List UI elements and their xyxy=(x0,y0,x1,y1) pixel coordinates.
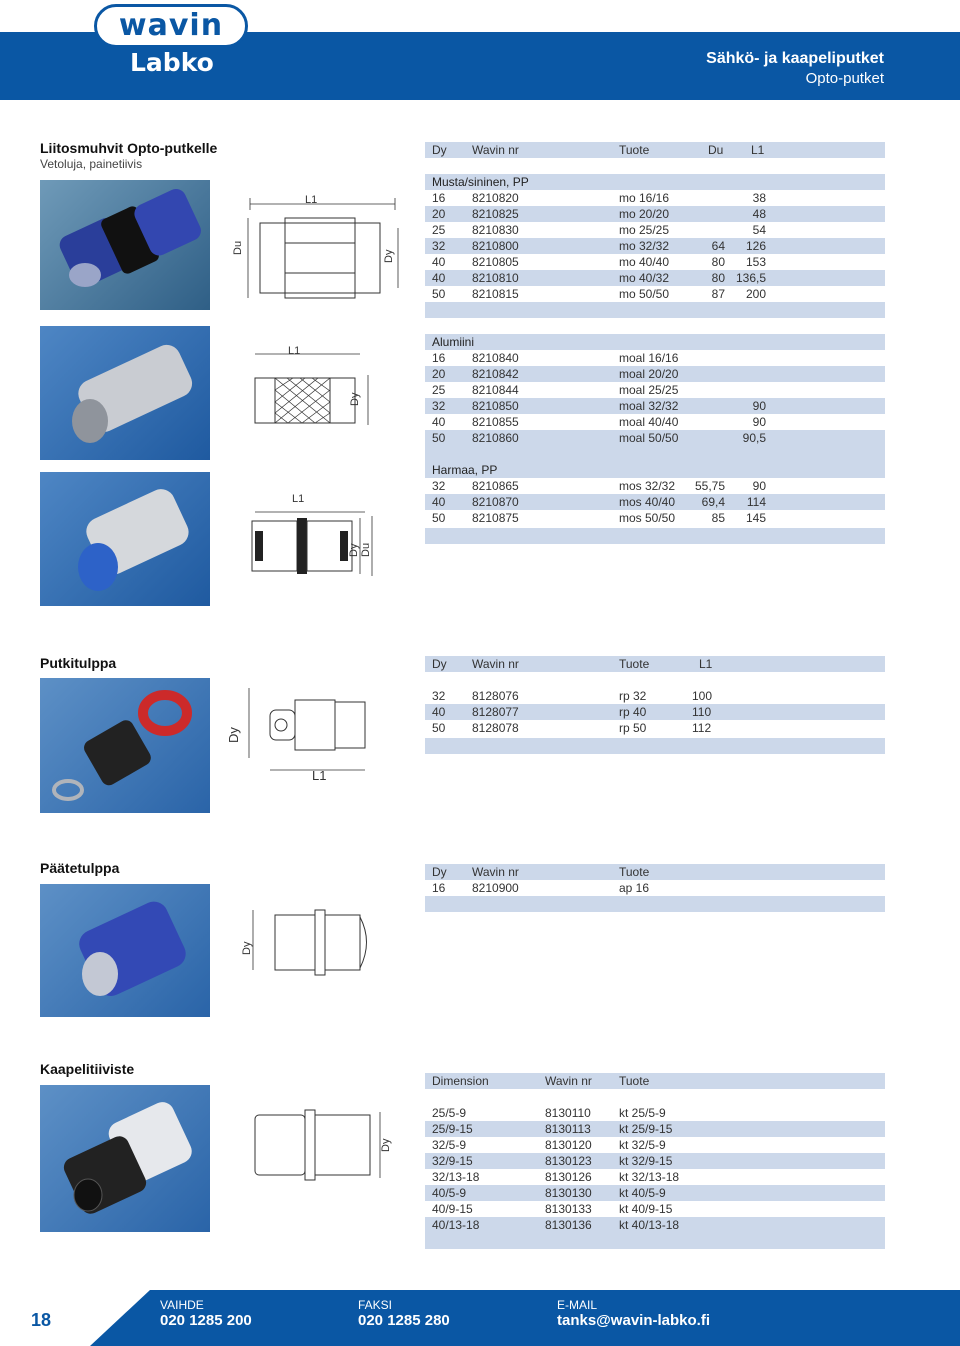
table-row xyxy=(425,430,885,446)
page-title: Sähkö- ja kaapeliputket xyxy=(706,50,884,67)
col-wavin-nr: Wavin nr xyxy=(545,1074,592,1088)
table-cell: 87 xyxy=(711,287,725,301)
table-cell: 32/5-9 xyxy=(432,1138,467,1152)
table-footer-bar xyxy=(425,896,885,912)
table-cell: 110 xyxy=(692,705,712,719)
drawing-coupling-1 xyxy=(230,188,410,308)
drawing-paatetulppa xyxy=(235,905,385,985)
col-wavin-nr: Wavin nr xyxy=(472,865,519,879)
table-footer-bar xyxy=(425,302,885,318)
table-row xyxy=(425,1217,885,1233)
table-cell: 8210825 xyxy=(472,207,519,221)
footer-email-link[interactable]: tanks@wavin-labko.fi xyxy=(557,1312,710,1329)
table-cell: moal 20/20 xyxy=(619,367,679,381)
table-cell: 32/9-15 xyxy=(432,1154,473,1168)
table-row xyxy=(425,1137,885,1153)
table-cell: 40 xyxy=(432,271,446,285)
dim-label-dy-kaapelitiiviste: Dy xyxy=(380,1138,392,1152)
footer-band xyxy=(0,1290,960,1346)
dim-label-du: Du xyxy=(232,240,244,255)
table-cell: 25 xyxy=(432,223,446,237)
table-cell: 8130113 xyxy=(545,1122,591,1136)
product-photo-coupling-grey xyxy=(40,472,210,606)
table-header-liitosmuhvit xyxy=(425,142,885,158)
table-cell: 32 xyxy=(432,239,446,253)
table-cell: 69,4 xyxy=(701,495,725,509)
drawing-coupling-grey xyxy=(240,486,390,576)
table-cell: 40/5-9 xyxy=(432,1186,467,1200)
table-cell: 85 xyxy=(711,511,725,525)
table-cell: 100 xyxy=(692,689,713,703)
coupling-blue-illustration xyxy=(40,180,210,310)
dim-label-du-3: Du xyxy=(360,542,372,557)
table-cell: mo 32/32 xyxy=(619,239,670,253)
table-cell: mos 32/32 xyxy=(619,479,676,493)
group-name: Alumiini xyxy=(432,335,475,349)
table-row xyxy=(425,366,885,382)
table-cell: kt 40/13-18 xyxy=(619,1218,680,1232)
table-cell: 8210815 xyxy=(472,287,519,301)
table-cell: rp 32 xyxy=(619,689,647,703)
table-cell: 20 xyxy=(432,367,446,381)
table-cell: 40 xyxy=(432,495,446,509)
table-header-putkitulppa xyxy=(425,656,885,672)
table-cell: mo 40/32 xyxy=(619,271,670,285)
table-cell: 32 xyxy=(432,479,446,493)
table-cell: 8210900 xyxy=(472,881,519,895)
table-cell: 8130120 xyxy=(545,1138,592,1152)
table-footer-bar xyxy=(425,1233,885,1249)
table-cell: moal 40/40 xyxy=(619,415,679,429)
drawing-coupling-aluminium xyxy=(240,340,380,430)
table-row xyxy=(425,270,885,286)
table-cell: 16 xyxy=(432,191,446,205)
dim-label-l1-2: L1 xyxy=(288,345,301,357)
table-cell: 8210860 xyxy=(472,431,519,445)
col-dy: Dy xyxy=(432,657,447,671)
table-cell: 8210810 xyxy=(472,271,519,285)
table-row xyxy=(425,190,885,206)
table-cell: 80 xyxy=(711,271,725,285)
table-row xyxy=(425,414,885,430)
table-cell: 16 xyxy=(432,351,446,365)
product-photo-paatetulppa xyxy=(40,884,210,1017)
table-cell: mos 40/40 xyxy=(619,495,676,509)
logo-labko-text: Labko xyxy=(130,48,214,77)
group-name: Musta/sininen, PP xyxy=(432,175,529,189)
section-title-putkitulppa: Putkitulppa xyxy=(40,655,117,671)
table-row xyxy=(425,206,885,222)
table-cell: 90 xyxy=(752,399,766,413)
col-dy: Dy xyxy=(432,143,447,157)
col-tuote: Tuote xyxy=(619,1074,650,1088)
section-title-kaapelitiiviste: Kaapelitiiviste xyxy=(40,1061,135,1077)
table-row xyxy=(425,286,885,302)
table-row xyxy=(425,880,885,896)
dim-label-l1-putkitulppa: L1 xyxy=(312,768,327,783)
table-footer-bar xyxy=(425,528,885,544)
table-cell: 126 xyxy=(745,239,766,253)
col-wavin-nr: Wavin nr xyxy=(472,143,519,157)
table-cell: 20 xyxy=(432,207,446,221)
coupling-grey-illustration xyxy=(40,472,210,606)
paatetulppa-illustration xyxy=(40,884,210,1017)
table-cell: 32/13-18 xyxy=(432,1170,480,1184)
col-l1: L1 xyxy=(699,657,713,671)
col-dimension: Dimension xyxy=(432,1074,489,1088)
footer-faksi-value: 020 1285 280 xyxy=(358,1312,450,1329)
table-cell: moal 16/16 xyxy=(619,351,679,365)
table-cell: 25/9-15 xyxy=(432,1122,473,1136)
dim-label-l1: L1 xyxy=(305,194,318,206)
table-cell: 54 xyxy=(752,223,766,237)
table-cell: 64 xyxy=(711,239,725,253)
group-name: Harmaa, PP xyxy=(432,463,498,477)
footer-vaihde-label: VAIHDE xyxy=(160,1298,204,1312)
table-row xyxy=(425,1185,885,1201)
table-cell: mo 40/40 xyxy=(619,255,670,269)
table-cell: 8210875 xyxy=(472,511,519,525)
page-number: 18 xyxy=(31,1310,52,1330)
coupling-aluminium-illustration xyxy=(40,326,210,460)
footer-vaihde-value: 020 1285 200 xyxy=(160,1312,252,1329)
table-row xyxy=(425,688,885,704)
table-cell: mo 50/50 xyxy=(619,287,670,301)
table-cell: mo 16/16 xyxy=(619,191,670,205)
table-cell: 40 xyxy=(432,415,446,429)
table-group-heading xyxy=(425,334,885,350)
table-cell: 8210800 xyxy=(472,239,519,253)
table-row xyxy=(425,720,885,736)
section-subtitle-liitosmuhvit: Vetoluja, painetiivis xyxy=(40,157,143,171)
table-cell: 50 xyxy=(432,431,446,445)
table-row xyxy=(425,510,885,526)
table-cell: 40 xyxy=(432,255,446,269)
table-cell: kt 40/5-9 xyxy=(619,1186,666,1200)
section-title-liitosmuhvit: Liitosmuhvit Opto-putkelle xyxy=(40,140,218,156)
logo-brand-text: wavin xyxy=(118,8,224,43)
table-cell: 200 xyxy=(745,287,766,301)
table-cell: 8210820 xyxy=(472,191,519,205)
table-row xyxy=(425,1169,885,1185)
col-dy: Dy xyxy=(432,865,447,879)
table-cell: 8130133 xyxy=(545,1202,592,1216)
table-cell: 40/13-18 xyxy=(432,1218,480,1232)
table-cell: kt 32/5-9 xyxy=(619,1138,666,1152)
table-cell: 8210830 xyxy=(472,223,519,237)
table-cell: 50 xyxy=(432,511,446,525)
table-cell: 32 xyxy=(432,399,446,413)
table-cell: 8210850 xyxy=(472,399,519,413)
kaapelitiiviste-illustration xyxy=(40,1085,210,1232)
table-cell: 55,75 xyxy=(694,479,725,493)
footer-faksi-label: FAKSI xyxy=(358,1298,393,1312)
table-row xyxy=(425,478,885,494)
dim-label-dy-putkitulppa: Dy xyxy=(226,727,241,743)
dim-label-dy-paatetulppa: Dy xyxy=(241,941,253,955)
table-cell: 80 xyxy=(711,255,725,269)
table-cell: 90 xyxy=(752,479,766,493)
col-du: Du xyxy=(708,143,724,157)
table-cell: 16 xyxy=(432,881,446,895)
table-row xyxy=(425,350,885,366)
col-tuote: Tuote xyxy=(619,865,650,879)
table-cell: 8128078 xyxy=(472,721,519,735)
table-cell: 25/5-9 xyxy=(432,1106,467,1120)
table-cell: 8210865 xyxy=(472,479,519,493)
dim-label-dy-2: Dy xyxy=(349,392,361,406)
table-row xyxy=(425,382,885,398)
table-row xyxy=(425,1121,885,1137)
table-cell: 112 xyxy=(692,721,712,735)
wavin-logo xyxy=(94,4,248,48)
table-cell: kt 25/5-9 xyxy=(619,1106,666,1120)
table-cell: 136,5 xyxy=(735,271,766,285)
page-subtitle: Opto-putket xyxy=(805,70,884,87)
table-cell: mo 25/25 xyxy=(619,223,670,237)
table-cell: moal 25/25 xyxy=(619,383,679,397)
table-cell: 8130110 xyxy=(545,1106,591,1120)
product-photo-coupling-aluminium xyxy=(40,326,210,460)
table-cell: 8210870 xyxy=(472,495,519,509)
dim-label-dy: Dy xyxy=(383,249,395,263)
table-cell: ap 16 xyxy=(619,881,650,895)
table-group-heading xyxy=(425,462,885,478)
table-header-kaapelitiiviste xyxy=(425,1073,885,1089)
table-cell: 8128077 xyxy=(472,705,519,719)
table-row xyxy=(425,1153,885,1169)
col-tuote: Tuote xyxy=(619,657,650,671)
footer-email-label: E-MAIL xyxy=(557,1298,598,1312)
table-cell: mo 20/20 xyxy=(619,207,670,221)
table-cell: 40/9-15 xyxy=(432,1202,473,1216)
table-cell: 8128076 xyxy=(472,689,519,703)
product-photo-putkitulppa xyxy=(40,678,210,813)
table-group-heading xyxy=(425,174,885,190)
table-cell: moal 32/32 xyxy=(619,399,679,413)
col-tuote: Tuote xyxy=(619,143,650,157)
table-row xyxy=(425,222,885,238)
table-cell: 153 xyxy=(745,255,766,269)
table-row xyxy=(425,1201,885,1217)
table-cell: kt 32/13-18 xyxy=(619,1170,680,1184)
table-cell: mos 50/50 xyxy=(619,511,676,525)
table-footer-bar xyxy=(425,738,885,754)
table-cell: 50 xyxy=(432,721,446,735)
drawing-putkitulppa xyxy=(235,680,405,780)
table-cell: 90,5 xyxy=(742,431,766,445)
table-row xyxy=(425,1105,885,1121)
drawing-kaapelitiiviste xyxy=(240,1100,400,1190)
table-cell: 38 xyxy=(752,191,766,205)
table-row xyxy=(425,494,885,510)
table-cell: kt 40/9-15 xyxy=(619,1202,673,1216)
table-cell: 25 xyxy=(432,383,446,397)
table-cell: 145 xyxy=(745,511,766,525)
table-header-paatetulppa xyxy=(425,864,885,880)
table-row xyxy=(425,704,885,720)
table-cell: 8210840 xyxy=(472,351,519,365)
table-cell: 48 xyxy=(752,207,766,221)
putkitulppa-illustration xyxy=(40,678,210,813)
dim-label-l1-3: L1 xyxy=(292,493,305,505)
table-cell: 90 xyxy=(752,415,766,429)
table-cell: 8130136 xyxy=(545,1218,592,1232)
product-photo-coupling-blue xyxy=(40,180,210,310)
table-row xyxy=(425,254,885,270)
table-cell: 8210855 xyxy=(472,415,519,429)
table-cell: 8130123 xyxy=(545,1154,592,1168)
section-title-paatetulppa: Päätetulppa xyxy=(40,860,120,876)
table-cell: 8210844 xyxy=(472,383,519,397)
table-cell: rp 40 xyxy=(619,705,647,719)
product-photo-kaapelitiiviste xyxy=(40,1085,210,1232)
dim-label-dy-3: Dy xyxy=(348,543,360,557)
table-cell: 114 xyxy=(746,495,766,509)
table-cell: 8210842 xyxy=(472,367,519,381)
table-cell: moal 50/50 xyxy=(619,431,679,445)
table-row xyxy=(425,398,885,414)
table-cell: 8210805 xyxy=(472,255,519,269)
table-cell: 40 xyxy=(432,705,446,719)
table-cell: 8130126 xyxy=(545,1170,592,1184)
table-row xyxy=(425,238,885,254)
table-cell: kt 32/9-15 xyxy=(619,1154,673,1168)
table-cell: 32 xyxy=(432,689,446,703)
table-cell: 50 xyxy=(432,287,446,301)
table-cell: rp 50 xyxy=(619,721,647,735)
col-l1: L1 xyxy=(751,143,765,157)
col-wavin-nr: Wavin nr xyxy=(472,657,519,671)
table-cell: 8130130 xyxy=(545,1186,592,1200)
table-cell: kt 25/9-15 xyxy=(619,1122,673,1136)
table-footer-bar xyxy=(425,446,885,462)
